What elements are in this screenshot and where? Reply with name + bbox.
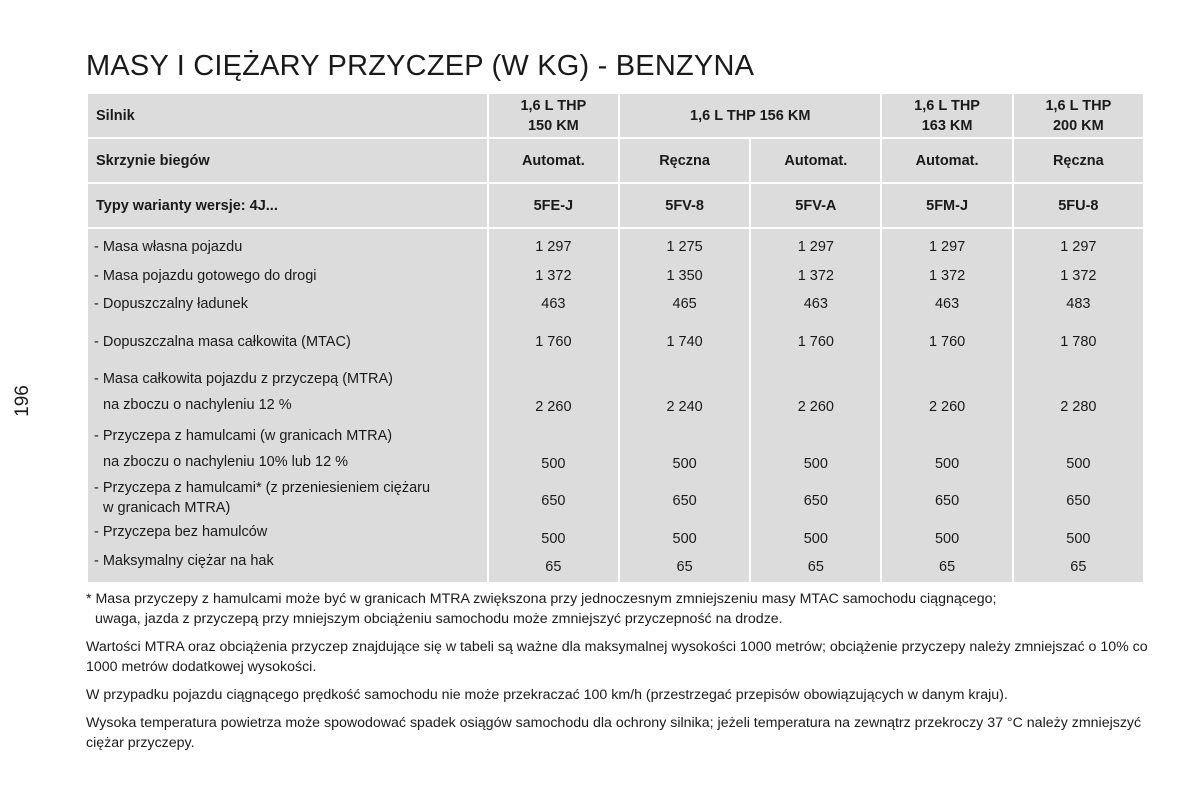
value-cell: 500 [672,455,697,472]
value-cell: 2 260 [797,399,834,415]
row-label: - Masa całkowita pojazdu z przyczepą (MTRA) [94,371,393,387]
engine-header-cell: 1,6 L THP 156 KM [620,94,880,137]
value-cell: 1 275 [666,239,703,255]
values-column [620,229,749,582]
value-cell: 463 [541,296,566,312]
value-cell: 65 [939,559,956,575]
gearbox-header-row [88,139,1143,182]
version-header-row [88,184,1143,227]
engine-header-cell: 1,6 L THP 200 KM [1014,94,1143,137]
value-cell: 65 [1070,559,1087,575]
row-label: - Maksymalny ciężar na hak [94,552,274,569]
value-cell: 1 740 [666,333,703,350]
engine-header-row [88,94,1143,137]
value-cell: 2 240 [666,399,703,415]
values-row [88,229,1143,582]
row-label: - Masa własna pojazdu [94,239,243,255]
values-column [751,229,880,582]
value-cell: 463 [803,296,828,312]
version-cell: 5FV-8 [620,184,749,227]
value-cell: 65 [807,559,824,575]
value-cell: 500 [1066,530,1091,547]
notes-section [86,589,1156,761]
row-label: na zboczu o nachyleniu 10% lub 12 % [103,453,349,470]
footnote-line: * Masa przyczepy z hamulcami może być w granicach MTRA zwiększona przy jednoczesnym zmniejszeniu masy MTAC samochodu ciągnącego; [86,591,997,607]
row-label: na zboczu o nachyleniu 12 % [103,396,292,413]
footnote [86,589,1156,629]
values-column [489,229,618,582]
speed-note: W przypadku pojazdu ciągnącego prędkość samochodu nie może przekraczać 100 km/h (przestrzegać przepisów obowiązujących w danym kraju). [86,687,1008,703]
value-cell: 1 372 [797,267,834,284]
gearbox-cell: Automat. [882,139,1011,182]
value-cell: 2 280 [1060,399,1097,415]
value-cell: 65 [676,559,693,575]
row-label: - Przyczepa bez hamulców [94,524,268,540]
row-labels [88,229,487,582]
value-cell: 500 [934,530,960,547]
gearbox-cell: Automat. [489,139,618,182]
version-cell: 5FV-A [751,184,880,227]
trailer-weights-table [86,92,1145,584]
value-cell: 1 297 [1060,239,1097,255]
value-cell: 650 [672,493,697,509]
value-cell: 500 [1066,455,1091,472]
engine-label: Silnik [88,94,487,137]
value-cell: 500 [672,530,697,547]
temperature-note: Wysoka temperatura powietrza może spowodować spadek osiągów samochodu dla ochrony silnika; jeżeli temperatura na zewnątrz przekroczy 37 °C należy zmniejszyć ciężar przyczepy. [86,715,1142,751]
value-cell: 500 [803,530,828,547]
gearbox-label: Skrzynie biegów [88,139,487,182]
value-cell: 650 [803,493,828,509]
value-cell: 1 297 [797,239,834,255]
value-cell: 650 [934,493,960,509]
value-cell: 1 350 [666,267,703,284]
value-cell: 500 [541,455,566,472]
value-cell: 500 [934,455,960,472]
value-cell: 465 [672,296,697,312]
value-cell: 483 [1066,296,1091,312]
row-label: - Dopuszczalny ładunek [94,296,248,312]
engine-header-cell: 1,6 L THP 163 KM [882,94,1011,137]
version-cell: 5FE-J [489,184,618,227]
value-cell: 65 [545,559,562,575]
value-cell: 1 372 [1060,267,1097,284]
value-cell: 2 260 [928,399,966,415]
value-cell: 650 [541,493,566,509]
value-cell: 500 [803,455,828,472]
gearbox-cell: Ręczna [1014,139,1143,182]
version-cell: 5FM-J [882,184,1011,227]
value-cell: 1 372 [535,267,572,284]
gearbox-cell: Automat. [751,139,880,182]
values-column [1014,229,1143,582]
values-column [882,229,1011,582]
row-label: - Masa pojazdu gotowego do drogi [94,267,317,284]
version-cell: 5FU-8 [1014,184,1143,227]
value-cell: 1 372 [928,267,966,284]
value-cell: 1 297 [928,239,966,255]
value-cell: 650 [1066,493,1091,509]
value-cell: 1 780 [1060,333,1097,350]
row-label: w granicach MTRA) [103,500,231,516]
value-cell: 2 260 [535,399,572,415]
row-label: - Przyczepa z hamulcami* (z przeniesieniem ciężaru [94,480,431,496]
gearbox-cell: Ręczna [620,139,749,182]
row-label: - Dopuszczalna masa całkowita (MTAC) [94,333,351,350]
value-cell: 1 760 [928,333,966,350]
row-label: - Przyczepa z hamulcami (w granicach MTRA) [94,428,393,444]
footnote-line: uwaga, jazda z przyczepą przy mniejszym obciążeniu samochodu może zmniejszyć przyczepność na drodze. [95,611,783,627]
page-number: 196 [12,385,33,417]
value-cell: 1 297 [535,239,572,255]
version-label: Typy warianty wersje: 4J... [88,184,487,227]
mtra-note: Wartości MTRA oraz obciążenia przyczep znajdujące się w tabeli są ważne dla maksymalnej wysokości 1000 metrów; obciążenie przyczepy należy zmniejszać o 10% co 1000 metrów dodatkowej wysokości. [86,639,1148,675]
value-cell: 1 760 [797,333,834,350]
value-cell: 500 [541,530,566,547]
value-cell: 1 760 [535,333,572,350]
page-title: MASY I CIĘŻARY PRZYCZEP (W KG) - BENZYNA [86,50,755,82]
engine-header-cell: 1,6 L THP 150 KM [489,94,618,137]
value-cell: 463 [934,296,960,312]
